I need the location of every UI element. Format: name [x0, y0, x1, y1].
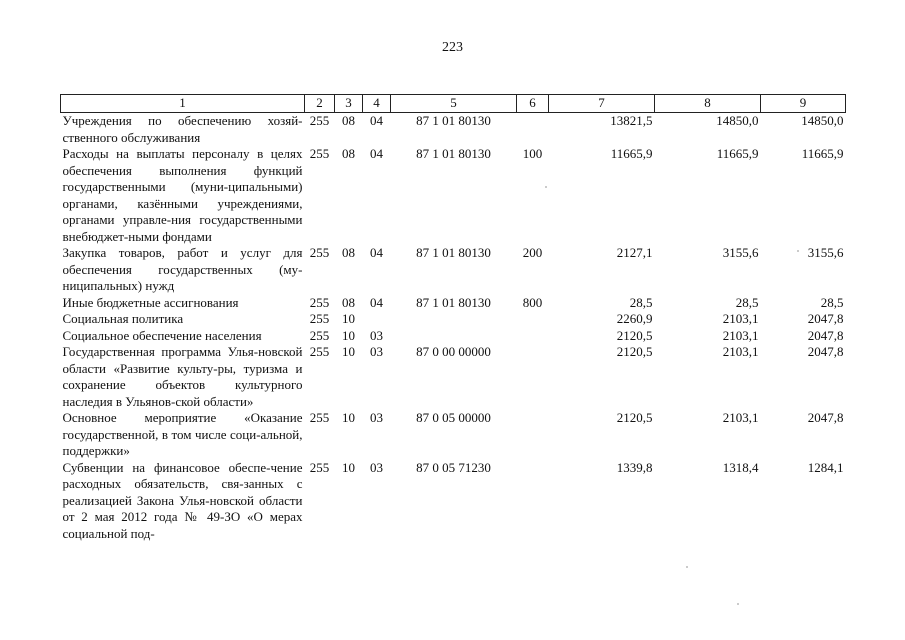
- table-row: [61, 113, 846, 147]
- cell-amount-8: 2103,1: [722, 344, 759, 359]
- cell-subsection: 04: [370, 113, 383, 128]
- column-header: 2: [305, 95, 335, 113]
- cell-amount-7: 2120,5: [616, 327, 653, 343]
- cell-target-article: [391, 311, 517, 328]
- cell-ministry-code: 255: [309, 311, 330, 326]
- cell-subsection: 04: [370, 245, 383, 260]
- scan-speck: [797, 250, 799, 252]
- cell-amount-8: 11665,9: [716, 146, 759, 161]
- cell-expense-type: 200: [522, 245, 543, 260]
- cell-ministry-code: 255: [309, 459, 330, 475]
- column-header: 6: [517, 95, 549, 113]
- cell-amount-7: 2127,1: [616, 245, 653, 260]
- cell-ministry-code: 255: [309, 410, 330, 425]
- cell-amount-7: 13821,5: [610, 113, 653, 128]
- column-header: 1: [61, 95, 305, 113]
- cell-amount-8: 3155,6: [722, 245, 759, 260]
- cell-ministry-code: 255: [309, 294, 330, 310]
- cell-expense-type: [517, 328, 549, 345]
- row-name: Иные бюджетные ассигнования: [62, 294, 239, 310]
- cell-amount-8: 2103,1: [722, 311, 759, 326]
- cell-amount-9: 2047,8: [807, 410, 844, 425]
- table-row: [61, 311, 846, 328]
- row-name: Учреждения по обеспечению хозяй-ственного обслуживания: [62, 113, 303, 145]
- cell-ministry-code: 255: [309, 245, 330, 260]
- cell-subsection: 03: [370, 344, 383, 359]
- cell-section: 10: [342, 327, 355, 343]
- cell-amount-8: 28,5: [735, 294, 759, 310]
- cell-ministry-code: 255: [309, 113, 330, 128]
- cell-section: 08: [342, 146, 355, 161]
- cell-amount-9: 1284,1: [807, 459, 844, 475]
- cell-target-article: 87 1 01 80130: [416, 146, 491, 161]
- cell-section: 08: [342, 113, 355, 128]
- cell-amount-8: 2103,1: [722, 410, 759, 425]
- table-row: [61, 146, 846, 245]
- cell-subsection: 04: [370, 294, 383, 310]
- scan-speck: [686, 566, 688, 568]
- cell-subsection: 03: [370, 410, 383, 425]
- cell-amount-7: 28,5: [629, 294, 653, 310]
- cell-target-article: 87 1 01 80130: [416, 294, 491, 310]
- cell-ministry-code: 255: [309, 344, 330, 359]
- cell-target-article: 87 0 00 00000: [416, 344, 491, 359]
- cell-section: 10: [342, 344, 355, 359]
- scan-speck: [545, 186, 547, 188]
- column-header: 3: [335, 95, 363, 113]
- table-row: [61, 344, 846, 410]
- cell-expense-type: [517, 113, 549, 147]
- cell-section: 08: [342, 294, 355, 310]
- table-row: [61, 295, 846, 312]
- cell-target-article: [391, 328, 517, 345]
- table-row: [61, 410, 846, 460]
- cell-target-article: 87 0 05 00000: [416, 410, 491, 425]
- row-name: Социальное обеспечение населения: [62, 327, 262, 343]
- cell-amount-9: 2047,8: [807, 344, 844, 359]
- cell-expense-type: [517, 460, 549, 543]
- cell-amount-7: 2120,5: [616, 410, 653, 425]
- cell-section: 10: [342, 459, 355, 475]
- row-name: Социальная политика: [62, 311, 184, 326]
- cell-section: 10: [342, 311, 355, 326]
- cell-amount-9: 2047,8: [807, 327, 844, 343]
- cell-amount-7: 11665,9: [610, 146, 653, 161]
- column-header: 5: [391, 95, 517, 113]
- cell-target-article: 87 1 01 80130: [416, 113, 491, 128]
- cell-section: 08: [342, 245, 355, 260]
- cell-ministry-code: 255: [309, 146, 330, 161]
- cell-subsection: 03: [370, 459, 383, 475]
- cell-amount-7: 1339,8: [616, 459, 653, 475]
- cell-target-article: 87 1 01 80130: [416, 245, 491, 260]
- cell-amount-9: 28,5: [820, 294, 844, 310]
- cell-subsection: [363, 311, 391, 328]
- table-header-row: [61, 95, 846, 113]
- column-header: 4: [363, 95, 391, 113]
- column-header: 7: [549, 95, 655, 113]
- cell-amount-9: 3155,6: [807, 245, 844, 260]
- row-name: Расходы на выплаты персоналу в целях обеспечения выполнения функций государственными (муни-ципальными) органами, казёнными учреждениями, органами управле-ния государственными внебюджет-ными фондами: [62, 146, 303, 244]
- cell-amount-7: 2260,9: [616, 311, 653, 326]
- table-row: [61, 245, 846, 295]
- cell-amount-9: 11665,9: [801, 146, 844, 161]
- column-header: 9: [761, 95, 846, 113]
- table-row: [61, 328, 846, 345]
- cell-expense-type: [517, 410, 549, 460]
- cell-amount-8: 14850,0: [716, 113, 759, 128]
- cell-amount-8: 1318,4: [722, 459, 759, 475]
- row-name: Основное мероприятие «Оказание государственной, в том числе соци-альной, поддержки»: [62, 410, 303, 458]
- cell-expense-type: 100: [522, 146, 543, 161]
- cell-amount-7: 2120,5: [616, 344, 653, 359]
- page-number: 223: [442, 40, 463, 55]
- row-name: Закупка товаров, работ и услуг для обеспечения государственных (му-ниципальных) нужд: [62, 245, 303, 293]
- cell-subsection: 04: [370, 146, 383, 161]
- cell-target-article: 87 0 05 71230: [416, 459, 491, 475]
- row-name: Субвенции на финансовое обеспе-чение расходных обязательств, свя-занных с реализацией Закона Улья-новской области от 2 мая 2012 года № 49-ЗО «О мерах социальной под-: [62, 459, 303, 541]
- table-row: [61, 460, 846, 543]
- scan-speck: [737, 603, 739, 605]
- cell-subsection: 03: [370, 327, 383, 343]
- cell-amount-9: 14850,0: [801, 113, 844, 128]
- cell-expense-type: [517, 311, 549, 328]
- row-name: Государственная программа Улья-новской области «Развитие культу-ры, туризма и сохранение объектов культурного наследия в Ульянов-ской области»: [62, 344, 303, 409]
- column-header: 8: [655, 95, 761, 113]
- cell-expense-type: 800: [522, 294, 543, 310]
- cell-amount-9: 2047,8: [807, 311, 844, 326]
- cell-amount-8: 2103,1: [722, 327, 759, 343]
- cell-ministry-code: 255: [309, 327, 330, 343]
- cell-expense-type: [517, 344, 549, 410]
- cell-section: 10: [342, 410, 355, 425]
- budget-table: [60, 94, 846, 542]
